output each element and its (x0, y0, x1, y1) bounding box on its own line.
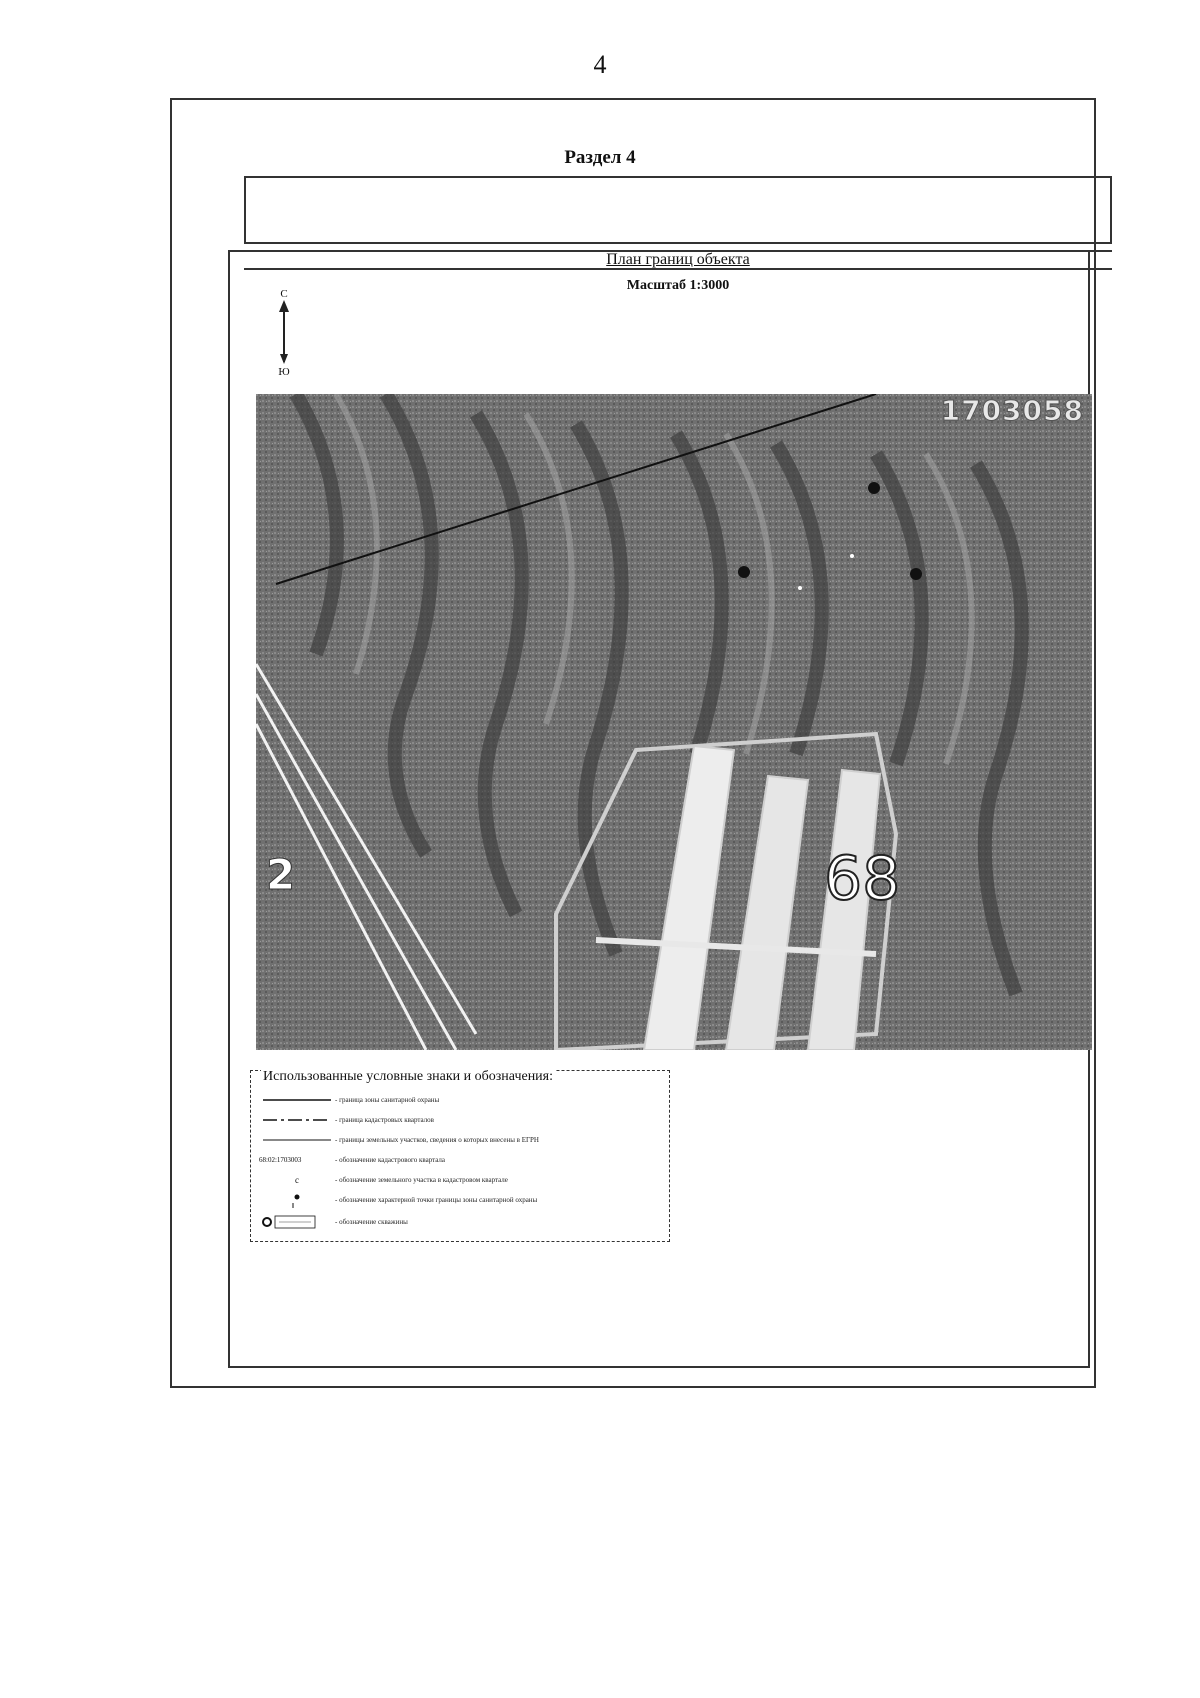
legend-item: - обозначение скважины (259, 1213, 663, 1231)
map-image (256, 394, 1092, 1050)
page-number: 4 (593, 50, 607, 79)
quarter-code-symbol: 68:02:1703003 (259, 1156, 302, 1164)
boundary-point-icon (259, 1191, 335, 1209)
legend-item: - обозначение характерной точки границы зоны санитарной охраны (259, 1191, 663, 1209)
section-title: Раздел 4 (564, 147, 636, 168)
legend-item: - границы земельных участков, сведения о которых внесены в ЕГРН (259, 1131, 663, 1149)
legend-title: Использованные условные знаки и обозначения: (263, 1069, 554, 1084)
legend-item: 68:02:1703003 - обозначение кадастрового квартала (259, 1151, 663, 1169)
legend (250, 1070, 670, 1242)
compass-north-label: С (280, 288, 288, 300)
legend-item: - граница зоны санитарной охраны (259, 1091, 663, 1109)
plan-title: План границ объекта (244, 250, 1112, 270)
north-arrow-icon (272, 288, 296, 378)
well-point-1 (868, 482, 880, 494)
header-row (244, 176, 1112, 244)
plan-scale: Масштаб 1:3000 (626, 278, 730, 293)
satellite-map (256, 394, 1092, 1050)
solid-line-icon (259, 1091, 335, 1109)
well-point-2 (738, 566, 750, 578)
well-point-3 (910, 568, 922, 580)
compass-south-label: Ю (278, 366, 290, 378)
parcel-label-center: 68 (824, 844, 901, 914)
legend-item: c - обозначение земельного участка в кадастровом квартале (259, 1171, 663, 1189)
well-icon (259, 1213, 335, 1231)
dash-line-icon (259, 1111, 335, 1129)
parcel-letter-symbol: c (295, 1175, 299, 1185)
thin-line-icon (259, 1131, 335, 1149)
cadastral-quarter-number: 1703058 (940, 394, 1084, 427)
legend-item: - граница кадастровых кварталов (259, 1111, 663, 1129)
parcel-label-left: 2 (266, 850, 296, 899)
